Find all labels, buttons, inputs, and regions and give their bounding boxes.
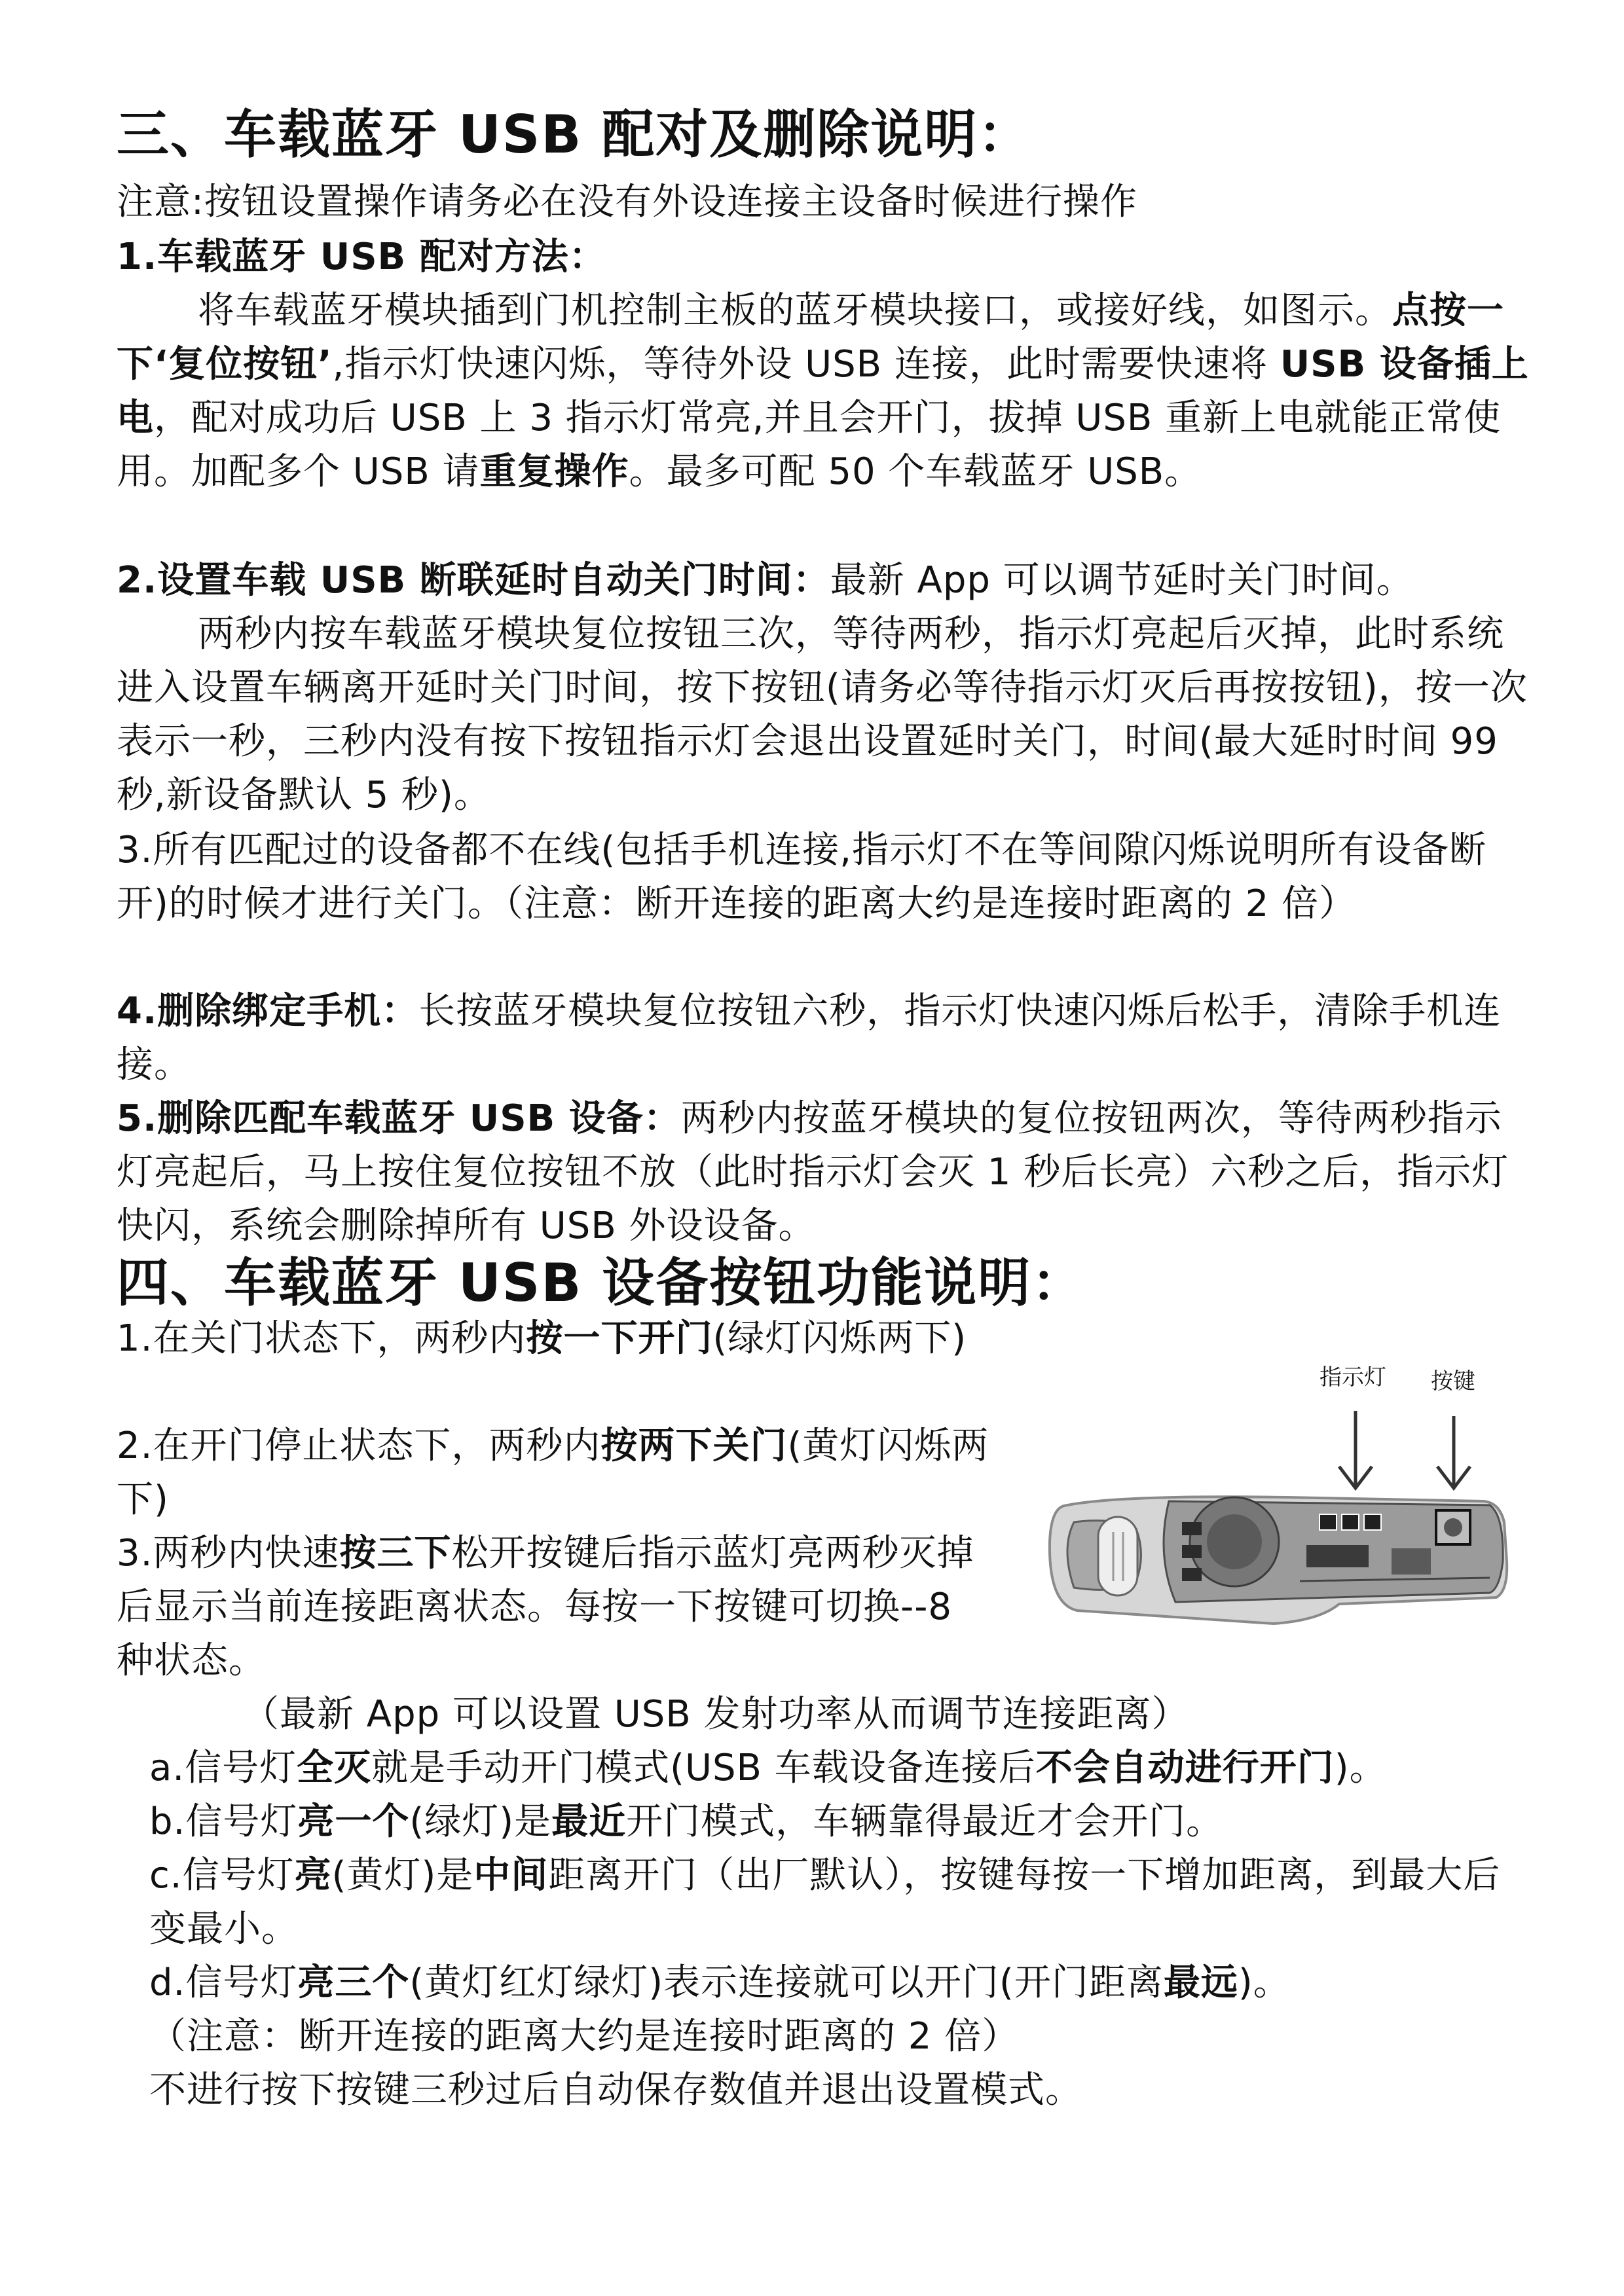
delay-setting [117,554,1531,608]
delete-phone-body: 长按蓝牙模块复位按钮六秒，指示灯快速闪烁后松手，清除手机连接。 [117,990,1502,1086]
mode-d-bold-1: 亮三个 [297,1961,410,2004]
delete-usb-label: 5.删除匹配车载蓝牙 USB 设备： [117,1097,681,1140]
mode-b-text-3: 开门模式，车辆靠得最近才会开门。 [626,1800,1224,1843]
app-power-note: （最新 App 可以设置 USB 发射功率从而调节连接距离） [242,1693,1189,1736]
usb-device-photo [1050,1497,1507,1624]
pairing-bold-1: 点按一下‘复位按钮’ [117,289,1504,386]
delete-usb-body: 两秒内按蓝牙模块的复位按钮两次，等待两秒指示灯亮起后，马上按住复位按钮不放（此时指示灯会灭 1 秒后长亮）六秒之后，指示灯快闪，系统会删除掉所有 USB 外设设备。 [117,1097,1509,1247]
mode-d-text-3: )。 [1238,1961,1291,2004]
item-2-text-1: 2.在开门停止状态下，两秒内 [117,1425,601,1467]
pairing-text-2: ,指示灯快速闪烁，等待外设 USB 连接，此时需要快速将 [332,343,1280,386]
mode-a-bold-1: 全灭 [297,1747,372,1789]
item-1-text-2: (绿灯闪烁两下) [712,1317,967,1360]
button-key-label: 按键 [1431,1368,1475,1394]
mode-c-bold-2: 中间 [473,1854,549,1897]
mode-d [149,1956,1511,2010]
usb-device-figure [1038,1345,1509,1630]
button-item-3 [117,1527,994,1688]
delay-setting-tail: 最新 App 可以调节延时关门时间。 [830,559,1414,602]
mode-a-text-2: 就是手动开门模式(USB 车载设备连接后 [371,1747,1036,1789]
delete-phone-label: 4.删除绑定手机： [117,990,419,1032]
distance-note: （注意：断开连接的距离大约是连接时距离的 2 倍） [149,2015,1020,2058]
mode-b-text-2: (绿灯)是 [409,1800,552,1843]
delay-setting-body: 两秒内按车载蓝牙模块复位按钮三次，等待两秒，指示灯亮起后灭掉，此时系统进入设置车辆离开延时关门时间，按下按钮(请务必等待指示灯灭后再按按钮)，按一次表示一秒，三秒内没有按下按钮指示灯会退出设置延时关门，时间(最大延时时间 99 秒,新设备默认 5 秒)。 [117,613,1528,816]
mode-a [149,1741,1511,1795]
pairing-method-label: 1.车载蓝牙 USB 配对方法： [117,236,606,278]
setup-note: 注意:按钮设置操作请务必在没有外设连接主设备时候进行操作 [117,181,1137,223]
pairing-bold-3: 重复操作 [479,450,629,493]
pairing-bold-2: USB 设备插上电 [117,343,1529,439]
item-2-text-2: (黄灯闪烁两下) [117,1425,989,1521]
indicator-arrow [1339,1411,1372,1488]
mode-d-text-2: (黄灯红灯绿灯)表示连接就可以开门(开门距离 [409,1961,1164,2004]
pairing-method [117,230,1531,284]
mode-a-text-1: a.信号灯 [149,1747,297,1789]
indicator-light-label: 指示灯 [1320,1364,1386,1391]
section-4-title: 四、车载蓝牙 USB 设备按钮功能说明： [117,1252,1086,1313]
mode-b [149,1795,1511,1849]
mode-c-text-3: 距离开门（出厂默认），按键每按一下增加距离，到最大后变最小。 [149,1854,1501,1950]
button-arrow [1437,1416,1470,1488]
item-3-text-1: 3.两秒内快速 [117,1532,340,1575]
delete-usb [117,1092,1531,1253]
mode-b-text-1: b.信号灯 [149,1800,298,1843]
mode-c [149,1849,1511,1956]
item-3-bold: 按三下 [339,1532,452,1575]
mode-c-text-2: (黄灯)是 [331,1854,474,1897]
door-close-condition: 3.所有匹配过的设备都不在线(包括手机连接,指示灯不在等间隙闪烁说明所有设备断开)的时候才进行关门。（注意：断开连接的距离大约是连接时距离的 2 倍） [117,829,1487,925]
mode-c-bold-1: 亮 [294,1854,332,1897]
item-1-text-1: 1.在关门状态下，两秒内 [117,1317,526,1360]
mode-c-text-1: c.信号灯 [149,1854,295,1897]
item-3-text-2: 松开按键后指示蓝灯亮两秒灭掉后显示当前连接距离状态。每按一下按键可切换--8 种状态。 [117,1532,974,1682]
item-2-bold: 按两下关门 [600,1425,788,1467]
delete-phone [117,985,1531,1092]
mode-a-text-3: )。 [1334,1747,1387,1789]
mode-b-bold-2: 最近 [551,1800,627,1843]
mode-d-bold-2: 最远 [1163,1961,1238,2004]
mode-d-text-1: d.信号灯 [149,1961,298,2004]
button-item-2 [117,1419,994,1527]
delay-setting-label: 2.设置车载 USB 断联延时自动关门时间： [117,559,830,602]
button-item-1 [117,1312,994,1366]
item-1-bold: 按一下开门 [526,1317,713,1360]
auto-save-note: 不进行按下按键三秒过后自动保存数值并退出设置模式。 [149,2069,1082,2111]
mode-b-bold-1: 亮一个 [297,1800,410,1843]
section-3-title: 三、车载蓝牙 USB 配对及删除说明： [117,104,1032,165]
mode-a-bold-2: 不会自动进行开门 [1035,1747,1335,1789]
pairing-text-3: ，配对成功后 USB 上 3 指示灯常亮,并且会开门，拔掉 USB 重新上电就能正常使用。加配多个 USB 请 [117,397,1502,493]
pairing-method-body [117,284,1531,499]
pairing-text-4: 。最多可配 50 个车载蓝牙 USB。 [629,450,1202,493]
pairing-text-1: 将车载蓝牙模块插到门机控制主板的蓝牙模块接口，或接好线，如图示。 [198,289,1392,332]
